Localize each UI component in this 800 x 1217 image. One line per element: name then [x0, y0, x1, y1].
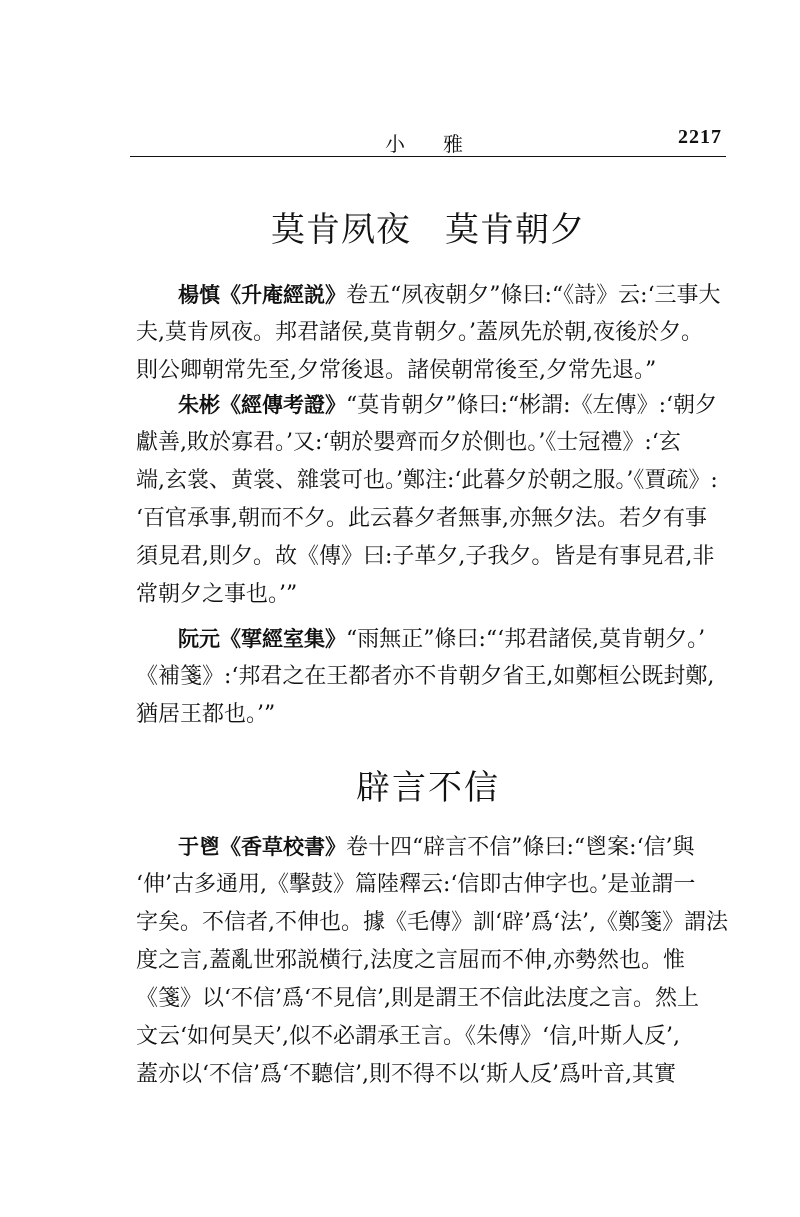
entry-line: 《補箋》:‘邦君之在王都者亦不肯朝夕省王,如鄭桓公既封鄭, [136, 664, 715, 689]
entry-line: 《箋》以‘不信’爲‘不見信’,則是謂王不信此法度之言。然上 [136, 986, 699, 1011]
entry-line: 文云‘如何昊天’,似不必謂承王言。《朱傳》‘信,叶斯人反’, [136, 1024, 680, 1049]
entry-line: 常朝夕之事也。’” [136, 582, 298, 607]
entry-line: 則公卿朝常先至,夕常後退。諸侯朝常後至,夕常先退。” [136, 358, 657, 383]
entry-line: 蓋亦以‘不信’爲‘不聽信’,則不得不以‘斯人反’爲叶音,其實 [136, 1062, 676, 1087]
section-title-pi-yan-bu-xin [130, 760, 726, 809]
source-citation: 阮元《揅經室集》 [178, 627, 346, 651]
page-number: 2217 [678, 126, 722, 148]
entry-text: “雨無正”條曰:“‘邦君諸侯,莫肯朝夕。’ [346, 627, 706, 652]
header-rule [130, 156, 726, 157]
commentary-entry-zhu-bin [136, 386, 732, 614]
entry-text: 卷五“夙夜朝夕”條曰:“《詩》云:‘三事大 [346, 283, 721, 308]
entry-first-line [136, 386, 732, 424]
commentary-entry-yu-chang [136, 828, 732, 1094]
section-title-part-1: 辟言不信 [356, 768, 500, 808]
entry-text: “莫肯朝夕”條曰:“彬謂:《左傳》:‘朝夕 [346, 393, 717, 418]
entry-line: 度之言,蓋亂世邪説横行,法度之言屈而不伸,亦勢然也。惟 [136, 948, 685, 973]
section-title-mo-ken-su-ye [130, 202, 726, 251]
entry-first-line [136, 276, 732, 314]
entry-line: 獻善,敗於寡君。’又:‘朝於嬰齊而夕於側也。’《士冠禮》:‘玄 [136, 430, 681, 455]
source-citation: 楊慎《升庵經説》 [178, 283, 346, 307]
commentary-entry-yang-shen [136, 276, 732, 390]
entry-line: 須見君,則夕。故《傳》曰:子革夕,子我夕。皆是有事見君,非 [136, 544, 715, 569]
entry-first-line [136, 828, 732, 866]
entry-text: 卷十四“辟言不信”條曰:“鬯案:‘信’與 [346, 835, 695, 860]
entry-line: 端,玄裳、黄裳、雜裳可也。’鄭注:‘此暮夕於朝之服。’《賈疏》: [136, 468, 718, 493]
section-title-part-2: 莫肯朝夕 [445, 210, 585, 250]
entry-first-line [136, 620, 732, 658]
source-citation: 朱彬《經傳考證》 [178, 393, 346, 417]
running-head [130, 124, 726, 158]
running-title: 小雅 [385, 132, 501, 156]
entry-line: ‘伸’古多通用,《擊鼓》篇陸釋云:‘信即古伸字也。’是並謂一 [136, 872, 696, 897]
section-title-part-1: 莫肯夙夜 [271, 210, 411, 250]
entry-line: 字矣。不信者,不伸也。據《毛傳》訓‘辟’爲‘法’,《鄭箋》謂法 [136, 910, 728, 935]
entry-line: 夫,莫肯夙夜。邦君諸侯,莫肯朝夕。’蓋夙先於朝,夜後於夕。 [136, 320, 703, 345]
entry-line: ‘百官承事,朝而不夕。此云暮夕者無事,亦無夕法。若夕有事 [136, 506, 707, 531]
commentary-entry-ruan-yuan [136, 620, 732, 734]
entry-line: 猶居王都也。’” [136, 702, 276, 727]
source-citation: 于鬯《香草校書》 [178, 835, 346, 859]
